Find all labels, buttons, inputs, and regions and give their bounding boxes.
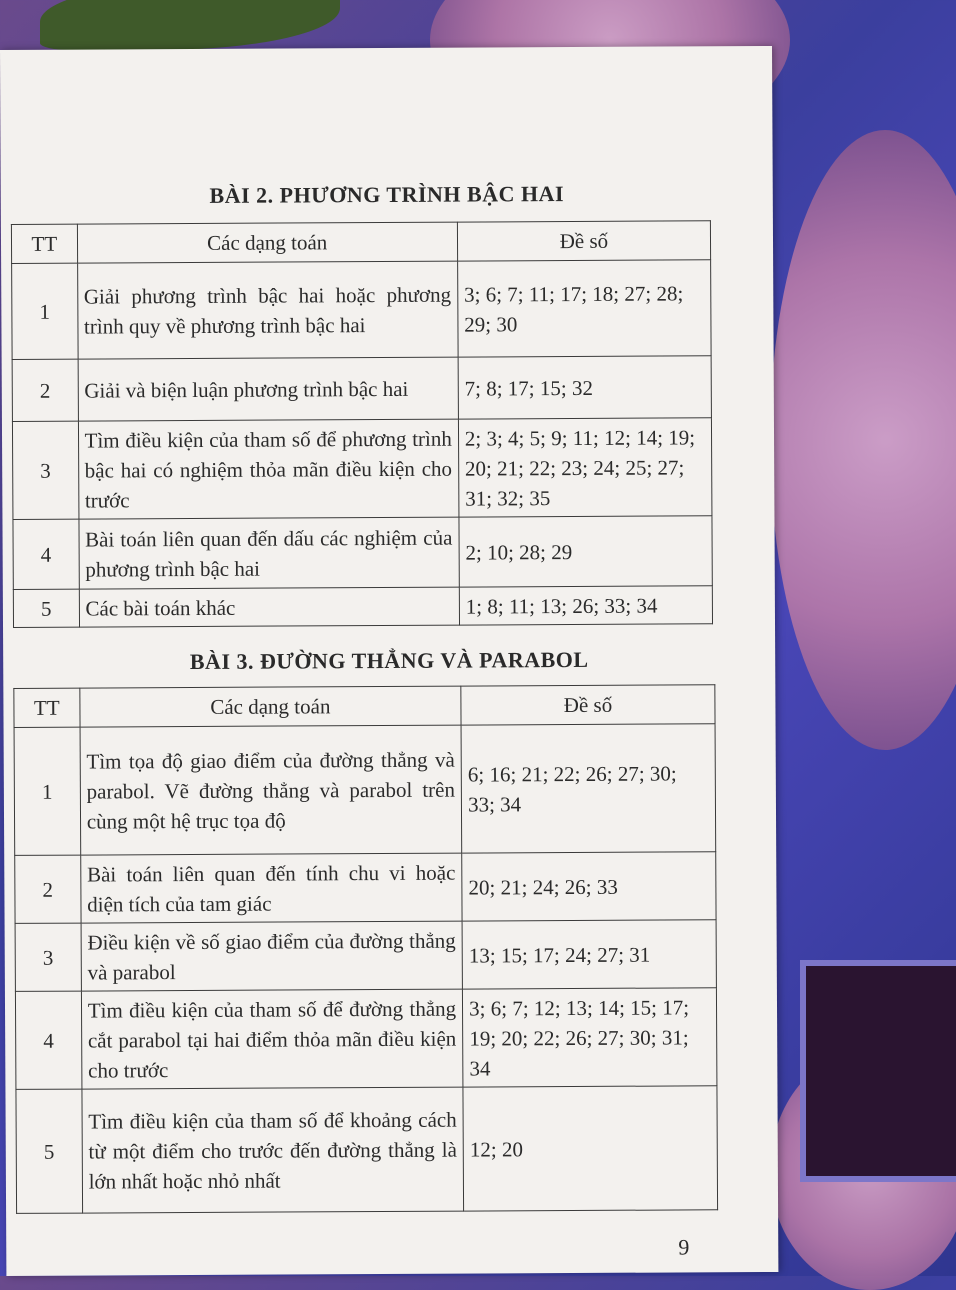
problem-type: Bài toán liên quan đến dấu các nghiệm của phương trình bậc hai (79, 517, 460, 589)
table-row (15, 920, 716, 992)
row-number: 5 (13, 589, 79, 627)
table-row (12, 418, 712, 520)
exam-numbers: 2; 10; 28; 29 (459, 516, 713, 587)
problem-type: Các bài toán khác (79, 587, 459, 627)
exam-numbers: 1; 8; 11; 13; 26; 33; 34 (459, 586, 712, 625)
row-number: 4 (13, 519, 79, 589)
row-number: 2 (15, 855, 81, 923)
table-row (15, 988, 717, 1090)
problem-type: Tìm điều kiện của tham số để phương trình bậc hai có nghiệm thỏa mãn điều kiện cho trước (78, 419, 459, 519)
exam-numbers: 2; 3; 4; 5; 9; 11; 12; 14; 19; 20; 21; 22; 23; 24; 25; 27; 31; 32; 35 (458, 418, 712, 517)
problem-type: Tìm điều kiện của tham số để đường thẳng cắt parabol tại hai điểm thỏa mãn điều kiện cho trước (81, 989, 463, 1089)
table-header-row (14, 685, 715, 728)
problem-type: Tìm tọa độ giao điểm của đường thẳng và parabol. Vẽ đường thẳng và parabol trên cùng một hệ trục tọa độ (80, 725, 462, 855)
exam-numbers: 3; 6; 7; 11; 17; 18; 27; 28; 29; 30 (457, 260, 711, 357)
exam-numbers: 3; 6; 7; 12; 13; 14; 15; 17; 19; 20; 22; 26; 27; 30; 31; 34 (463, 988, 717, 1087)
page-number: 9 (678, 1234, 690, 1260)
problem-type: Giải phương trình bậc hai hoặc phương trình quy về phương trình bậc hai (77, 261, 458, 359)
topic-table (13, 684, 718, 1214)
header-problem-types: Các dạng toán (80, 686, 462, 727)
exam-numbers: 13; 15; 17; 24; 27; 31 (462, 920, 716, 989)
header-tt: TT (11, 224, 77, 263)
header-exam-numbers: Đề số (461, 685, 715, 725)
table-row (13, 516, 712, 590)
problem-type: Điều kiện về số giao điểm của đường thẳng và parabol (81, 921, 463, 991)
exam-numbers: 20; 21; 24; 26; 33 (462, 852, 716, 921)
topic-table (11, 220, 713, 628)
background-flower (770, 130, 956, 750)
problem-type: Tìm điều kiện của tham số để khoảng cách từ một điểm cho trước đến đường thẳng là lớn nhất hoặc nhỏ nhất (82, 1087, 464, 1213)
table-row (12, 356, 711, 422)
problem-type: Giải và biện luận phương trình bậc hai (78, 357, 459, 421)
row-number: 4 (15, 991, 81, 1089)
row-number: 1 (12, 263, 78, 359)
row-number: 3 (12, 421, 78, 519)
background-pattern (800, 960, 956, 1182)
row-number: 3 (15, 923, 81, 991)
exam-numbers: 12; 20 (463, 1086, 718, 1211)
problem-type: Bài toán liên quan đến tính chu vi hoặc diện tích của tam giác (80, 853, 462, 923)
row-number: 5 (16, 1089, 82, 1213)
header-exam-numbers: Đề số (457, 221, 710, 261)
section-title: BÀI 2. PHƯƠNG TRÌNH BẬC HAI (209, 181, 565, 208)
table-row (12, 260, 711, 360)
exam-numbers: 6; 16; 21; 22; 26; 27; 30; 33; 34 (461, 724, 716, 853)
table-row (16, 1086, 718, 1214)
header-tt: TT (14, 688, 80, 727)
table-header-row (11, 221, 710, 264)
row-number: 1 (14, 727, 80, 855)
background-leaf (40, 0, 340, 50)
row-number: 2 (12, 359, 78, 421)
exam-numbers: 7; 8; 17; 15; 32 (458, 356, 712, 419)
section-title: BÀI 3. ĐƯỜNG THẲNG VÀ PARABOL (189, 646, 589, 675)
header-problem-types: Các dạng toán (77, 222, 457, 263)
book-page (0, 46, 778, 1276)
table-row (13, 586, 712, 628)
table-row (14, 724, 716, 856)
table-row (15, 852, 716, 924)
